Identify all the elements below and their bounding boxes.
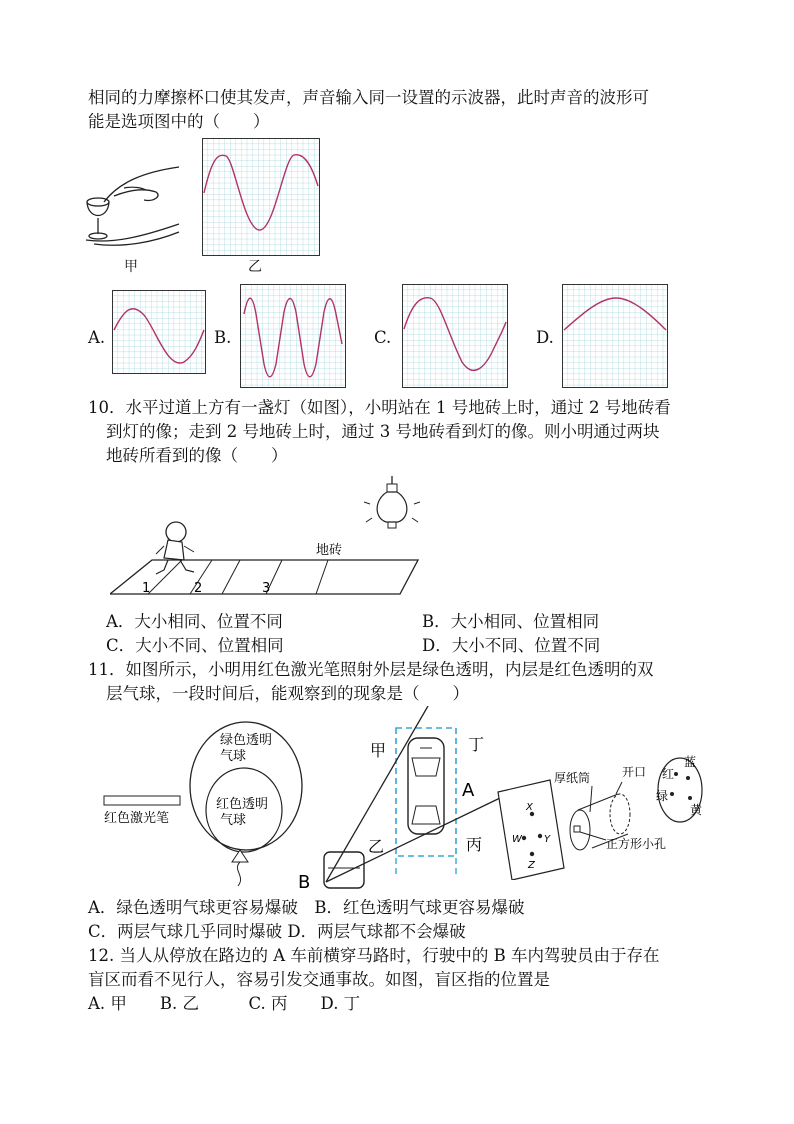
yellow-label: 黄 <box>690 803 703 817</box>
region-ding-label: 丁 <box>468 735 485 754</box>
opening-label: 开口 <box>622 765 647 779</box>
car-b-label: B <box>298 872 311 890</box>
point-x-label: X <box>526 802 533 813</box>
light-bulb-icon <box>364 476 420 528</box>
q10-text-line3: 地砖所看到的像（ ） <box>106 446 288 465</box>
q11-options-cd: C．两层气球几乎同时爆破 D．两层气球都不会爆破 <box>88 922 466 941</box>
q9-text-line2: 能是选项图中的（ ） <box>88 112 270 131</box>
q10-option-c: C．大小不同、位置相同 <box>106 636 284 655</box>
q12-options: A. 甲 B. 乙 C. 丙 D. 丁 <box>88 994 361 1013</box>
tile-2-label: 2 <box>194 581 203 596</box>
blue-label: 蓝 <box>684 755 697 769</box>
tile-3-label: 3 <box>262 581 271 596</box>
tile-1-label: 1 <box>142 581 151 596</box>
q10-option-d: D．大小不同、位置不同 <box>422 636 601 655</box>
laser-pen-label: 红色激光笔 <box>104 811 170 826</box>
region-jia-label: 甲 <box>370 741 387 760</box>
point-z-label: Z <box>528 860 535 871</box>
q9-option-c-waveform <box>402 284 508 388</box>
fig-jia-label: 甲 <box>124 259 138 275</box>
inner-balloon-label-1: 红色透明 <box>216 797 269 812</box>
square-hole-label: 正方形小孔 <box>606 837 667 851</box>
q9-option-a-waveform <box>112 290 206 374</box>
region-yi-label: 乙 <box>368 837 385 856</box>
q11-options-ab: A．绿色透明气球更容易爆破 B．红色透明气球更容易爆破 <box>88 898 525 917</box>
q9-text-line1: 相同的力摩擦杯口使其发声，声音输入同一设置的示波器，此时声音的波形可 <box>88 88 649 107</box>
outer-balloon-label-2: 气球 <box>220 749 247 764</box>
q9-option-d-waveform <box>562 284 668 388</box>
car-a-label: A <box>462 780 475 801</box>
point-y-label: Y <box>544 834 551 845</box>
red-label: 红 <box>662 767 675 781</box>
q11-text-line1: 11．如图所示，小明用红色激光笔照射外层是绿色透明，内层是红色透明的双 <box>88 660 654 679</box>
point-w-label: W <box>512 834 522 845</box>
q10-text-line1: 10．水平过道上方有一盏灯（如图），小明站在 1 号地砖上时，通过 2 号地砖看 <box>88 398 671 417</box>
boy-running-icon <box>156 522 194 574</box>
region-bing-label: 丙 <box>466 835 483 854</box>
q9-option-d-label: D. <box>536 328 554 347</box>
q10-option-a: A．大小相同、位置不同 <box>106 612 283 631</box>
q9-option-b-waveform <box>240 284 346 388</box>
q9-option-a-label: A. <box>88 328 106 347</box>
inner-balloon-label-2: 气球 <box>220 813 247 828</box>
corridor-tiles-figure <box>110 474 440 604</box>
thick-tube-label: 厚纸筒 <box>554 771 591 785</box>
q10-option-b: B．大小相同、位置相同 <box>422 612 600 631</box>
pinhole-tube-figure <box>494 730 720 880</box>
fig-yi-label: 乙 <box>248 259 262 275</box>
oscilloscope-yi <box>202 138 320 256</box>
q10-text-line2: 到灯的像；走到 2 号地砖上时，通过 3 号地砖看到灯的像。则小明通过两块 <box>106 422 660 441</box>
hand-glass-figure <box>84 162 184 250</box>
outer-balloon-label-1: 绿色透明 <box>220 733 273 748</box>
q9-option-b-label: B. <box>214 328 232 347</box>
green-label: 绿 <box>656 789 669 803</box>
q9-option-c-label: C. <box>374 328 392 347</box>
tile-label: 地砖 <box>316 543 343 558</box>
q12-text-line1: 12. 当人从停放在路边的 A 车前横穿马路时，行驶中的 B 车内驾驶员由于存在 <box>88 946 660 965</box>
car-blind-spot-figure <box>296 706 502 890</box>
q11-text-line2: 层气球，一段时间后，能观察到的现象是（ ） <box>106 684 469 703</box>
q12-text-line2: 盲区而看不见行人，容易引发交通事故。如图，盲区指的位置是 <box>88 970 550 989</box>
